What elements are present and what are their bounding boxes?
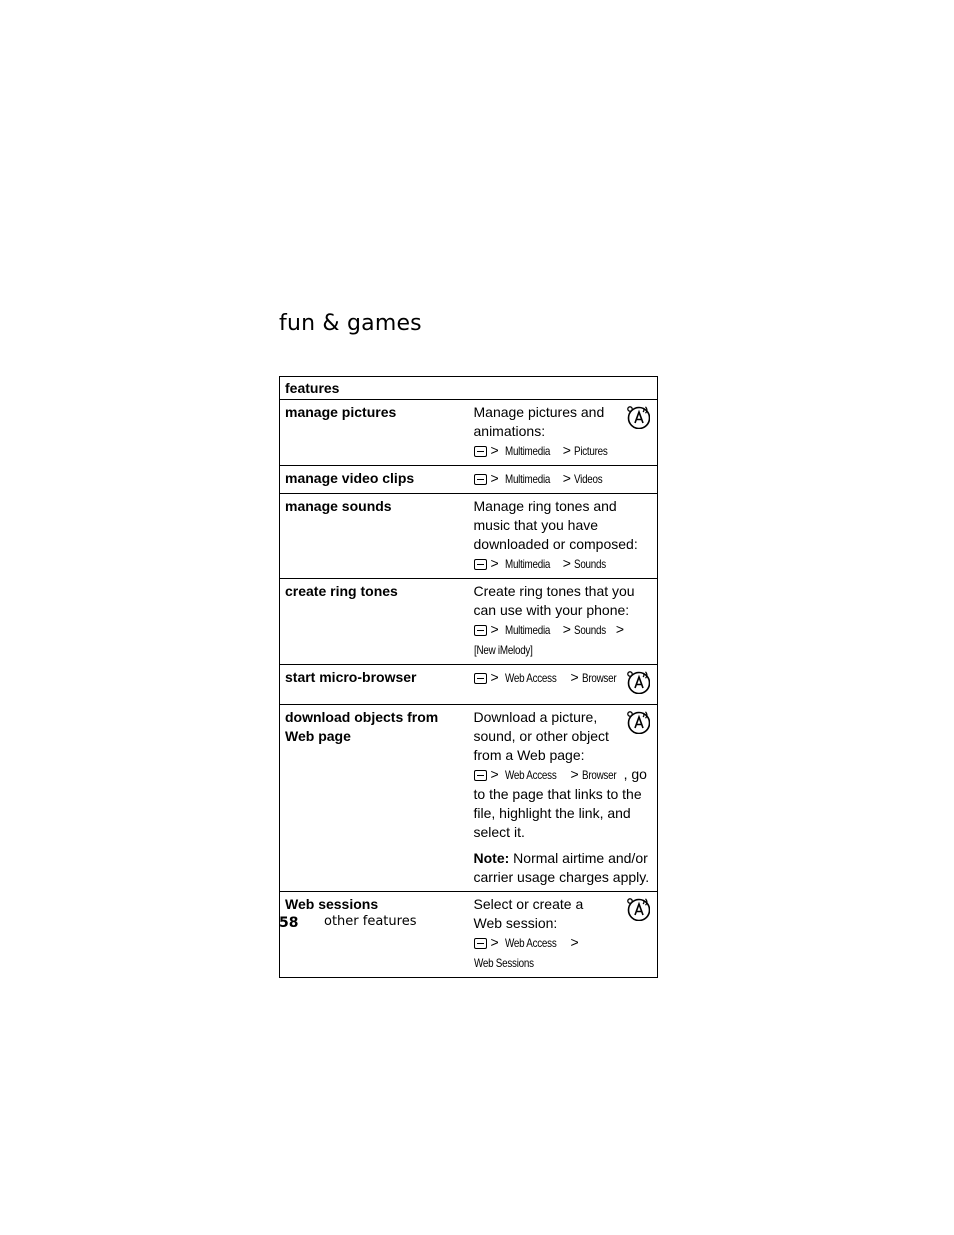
menu-path: [474, 620, 654, 660]
table-row: [280, 400, 658, 466]
path-item: Web Access: [504, 936, 557, 950]
network-icon: [626, 897, 650, 921]
description-text: Manage pictures and animations:: [473, 404, 605, 439]
description-text: Select or create a Web session:: [473, 896, 584, 931]
feature-name: Web sessions: [280, 892, 469, 978]
path-item: Web Sessions: [473, 956, 534, 970]
path-item: Browser: [581, 671, 617, 685]
feature-description: [469, 892, 658, 978]
menu-key-icon: [474, 770, 487, 781]
description-text: Create ring tones that you can use with your phone:: [473, 583, 635, 618]
menu-key-icon: [474, 446, 487, 457]
feature-description: [469, 494, 658, 579]
page-footer: [279, 914, 417, 931]
menu-key-icon: [474, 673, 487, 684]
menu-path: [474, 554, 654, 574]
table-row: [280, 466, 658, 494]
path-item: Multimedia: [504, 444, 550, 458]
note-label: Note:: [473, 850, 510, 866]
section-name: other features: [324, 914, 417, 929]
path-item: Multimedia: [504, 557, 550, 571]
path-item: Web Access: [504, 671, 557, 685]
menu-path: [474, 933, 654, 973]
note-body: Normal airtime and/or carrier usage charges apply.: [473, 850, 650, 885]
feature-description: [469, 579, 658, 665]
menu-key-icon: [474, 474, 487, 485]
path-separator: >: [615, 621, 624, 637]
path-separator: >: [490, 442, 499, 458]
feature-description: [469, 466, 658, 494]
feature-description: [469, 400, 658, 466]
feature-name: download objects from Web page: [280, 705, 469, 892]
path-separator: >: [490, 621, 499, 637]
menu-path: [474, 469, 654, 489]
table-row: [280, 579, 658, 665]
feature-description: [469, 665, 658, 705]
path-separator: >: [490, 766, 499, 782]
path-separator: >: [490, 555, 499, 571]
path-item: Videos: [573, 472, 603, 486]
menu-key-icon: [474, 938, 487, 949]
network-icon: [626, 670, 650, 694]
path-separator: >: [490, 934, 499, 950]
feature-description: [469, 705, 658, 892]
description-text: Manage ring tones and music that you have downloaded or composed:: [473, 498, 638, 552]
feature-name: manage sounds: [280, 494, 469, 579]
path-separator: >: [490, 470, 499, 486]
path-separator: >: [570, 766, 579, 782]
path-item: Multimedia: [504, 472, 550, 486]
table-row: [280, 705, 658, 892]
menu-key-icon: [474, 625, 487, 636]
table-row: [280, 665, 658, 705]
feature-name: manage video clips: [280, 466, 469, 494]
feature-name: manage pictures: [280, 400, 469, 466]
path-separator: >: [562, 470, 571, 486]
path-item: Web Access: [504, 768, 557, 782]
network-icon: [626, 710, 650, 734]
network-icon: [626, 405, 650, 429]
table-row: [280, 494, 658, 579]
path-separator: >: [562, 555, 571, 571]
page-title: fun & games: [279, 311, 422, 336]
table-row: [280, 892, 658, 978]
features-table: [279, 376, 658, 978]
path-separator: >: [490, 669, 499, 685]
feature-name: create ring tones: [280, 579, 469, 665]
path-item: Sounds: [573, 623, 606, 637]
path-separator: >: [570, 669, 579, 685]
menu-path: [474, 765, 654, 842]
note-text: [474, 849, 654, 887]
menu-path: [474, 441, 654, 461]
table-header: features: [280, 377, 658, 400]
menu-key-icon: [474, 559, 487, 570]
path-item: Browser: [581, 768, 617, 782]
path-item: Pictures: [573, 444, 608, 458]
path-separator: >: [562, 621, 571, 637]
path-separator: >: [562, 442, 571, 458]
path-separator: >: [570, 934, 579, 950]
path-suffix-text: , go to the page that links to the file, highlight the link, and select it.: [473, 766, 647, 840]
page-number: 58: [279, 915, 299, 931]
path-item: [New iMelody]: [473, 643, 533, 657]
feature-name: start micro-browser: [280, 665, 469, 705]
path-item: Multimedia: [504, 623, 550, 637]
path-item: Sounds: [573, 557, 606, 571]
description-text: Download a picture, sound, or other object from a Web page:: [473, 709, 609, 763]
